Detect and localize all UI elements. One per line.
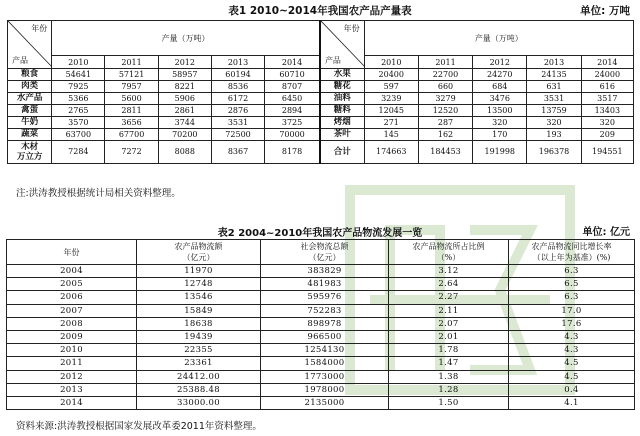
value-cell: 8178 (265, 141, 320, 164)
value-cell: 58957 (158, 69, 211, 81)
table1-row (8, 141, 634, 164)
table1-row (8, 129, 634, 141)
product-name-cell: 牛奶 (8, 117, 52, 129)
value-cell: 11970 (137, 265, 261, 278)
value-cell: 8536 (211, 81, 264, 93)
value-cell: 24000 (581, 69, 633, 81)
value-cell: 631 (527, 81, 581, 93)
table1-row (8, 117, 634, 129)
value-cell: 4.3 (509, 330, 635, 343)
table2-unit: 单位: 亿元 (582, 227, 630, 238)
value-cell: 966500 (261, 330, 389, 343)
value-cell: 2.11 (389, 304, 509, 317)
value-cell: 6.5 (509, 278, 635, 291)
value-cell: 24412.00 (137, 370, 261, 383)
value-cell: 12520 (418, 105, 472, 117)
year-header: 2011 (105, 56, 158, 69)
table2-note: 资料来源:洪涛教授根据国家发展改革委2011年资料整理。 (16, 421, 262, 432)
table2 (6, 239, 635, 410)
value-cell: 5906 (158, 93, 211, 105)
table1-right-corner-cell (320, 21, 364, 69)
corner-product-label: 产品 (12, 56, 28, 65)
value-cell: 1584000 (261, 357, 389, 370)
table2-row (7, 396, 635, 409)
value-cell: 1978000 (261, 383, 389, 396)
table1-unit: 单位: 万吨 (580, 5, 630, 17)
value-cell: 20400 (364, 69, 418, 81)
value-cell: 191998 (473, 141, 527, 164)
product-name-cell: 糖料 (320, 105, 364, 117)
value-cell: 72500 (211, 129, 264, 141)
value-cell: 12045 (364, 105, 418, 117)
year-cell: 2013 (7, 383, 137, 396)
table2-row (7, 291, 635, 304)
table1-title: 表1 2010~2014年我国农产品产量表 (228, 5, 412, 17)
product-name-cell: 水产品 (8, 93, 52, 105)
value-cell: 60710 (265, 69, 320, 81)
table2-row (7, 344, 635, 357)
product-name-cell: 烤烟 (320, 117, 364, 129)
value-cell: 3476 (473, 93, 527, 105)
product-name-cell: 水果 (320, 69, 364, 81)
product-name-cell: 合计 (320, 141, 364, 164)
value-cell: 7925 (52, 81, 105, 93)
year-header: 2011 (418, 56, 472, 69)
value-cell: 898978 (261, 317, 389, 330)
year-cell: 2007 (7, 304, 137, 317)
value-cell: 63700 (52, 129, 105, 141)
value-cell: 13759 (527, 105, 581, 117)
value-cell: 684 (473, 81, 527, 93)
year-header: 2014 (265, 56, 320, 69)
value-cell: 6.3 (509, 265, 635, 278)
value-cell: 1.38 (389, 370, 509, 383)
value-cell: 597 (364, 81, 418, 93)
value-cell: 481983 (261, 278, 389, 291)
value-cell: 2.07 (389, 317, 509, 330)
table1-row (8, 69, 634, 81)
year-header: 2014 (581, 56, 633, 69)
table2-row (7, 383, 635, 396)
column-header: 农产品物流额 （亿元） (137, 240, 261, 265)
value-cell: 383829 (261, 265, 389, 278)
value-cell: 2811 (105, 105, 158, 117)
value-cell: 4.3 (509, 344, 635, 357)
value-cell: 162 (418, 129, 472, 141)
column-header: 农产品物流所占比例 （%） (389, 240, 509, 265)
value-cell: 15849 (137, 304, 261, 317)
value-cell: 320 (527, 117, 581, 129)
value-cell: 17.0 (509, 304, 635, 317)
year-header: 2013 (211, 56, 264, 69)
value-cell: 5600 (105, 93, 158, 105)
value-cell: 7957 (105, 81, 158, 93)
value-cell: 6450 (265, 93, 320, 105)
value-cell: 70000 (265, 129, 320, 141)
value-cell: 2765 (52, 105, 105, 117)
value-cell: 1773000 (261, 370, 389, 383)
table1-left-corner-cell (8, 21, 52, 69)
value-cell: 5366 (52, 93, 105, 105)
value-cell: 2.01 (389, 330, 509, 343)
value-cell: 2.64 (389, 278, 509, 291)
value-cell: 57121 (105, 69, 158, 81)
value-cell: 287 (418, 117, 472, 129)
product-name-cell: 肉类 (8, 81, 52, 93)
value-cell: 13500 (473, 105, 527, 117)
value-cell: 2894 (265, 105, 320, 117)
value-cell: 7284 (52, 141, 105, 164)
value-cell: 194551 (581, 141, 633, 164)
product-name-cell: 茶叶 (320, 129, 364, 141)
value-cell: 1.50 (389, 396, 509, 409)
value-cell: 196378 (527, 141, 581, 164)
value-cell: 174663 (364, 141, 418, 164)
value-cell: 209 (581, 129, 633, 141)
value-cell: 23361 (137, 357, 261, 370)
value-cell: 1.47 (389, 357, 509, 370)
corner-product-label: 产品 (324, 56, 341, 65)
value-cell: 54641 (52, 69, 105, 81)
table2-row (7, 265, 635, 278)
table1-row (8, 93, 634, 105)
product-name-cell: 木材 万立方 (8, 141, 52, 164)
value-cell: 1.28 (389, 383, 509, 396)
value-cell: 2.27 (389, 291, 509, 304)
value-cell: 3239 (364, 93, 418, 105)
year-cell: 2014 (7, 396, 137, 409)
value-cell: 4.5 (509, 357, 635, 370)
value-cell: 19439 (137, 330, 261, 343)
table1-row (8, 81, 634, 93)
year-header: 2013 (527, 56, 581, 69)
value-cell: 6.3 (509, 291, 635, 304)
value-cell: 4.5 (509, 370, 635, 383)
value-cell: 3531 (527, 93, 581, 105)
column-header: 年份 (7, 240, 137, 265)
value-cell: 8707 (265, 81, 320, 93)
product-name-cell: 糖花 (320, 81, 364, 93)
value-cell: 22355 (137, 344, 261, 357)
value-cell: 8221 (158, 81, 211, 93)
value-cell: 70200 (158, 129, 211, 141)
value-cell: 170 (473, 129, 527, 141)
value-cell: 24135 (527, 69, 581, 81)
year-header: 2012 (158, 56, 211, 69)
value-cell: 13546 (137, 291, 261, 304)
value-cell: 193 (527, 129, 581, 141)
corner-year-label: 年份 (343, 24, 360, 33)
value-cell: 320 (581, 117, 633, 129)
year-cell: 2009 (7, 330, 137, 343)
value-cell: 33000.00 (137, 396, 261, 409)
value-cell: 0.4 (509, 383, 635, 396)
year-cell: 2012 (7, 370, 137, 383)
value-cell: 8088 (158, 141, 211, 164)
value-cell: 3656 (105, 117, 158, 129)
value-cell: 6172 (211, 93, 264, 105)
value-cell: 2861 (158, 105, 211, 117)
table2-row (7, 370, 635, 383)
value-cell: 595976 (261, 291, 389, 304)
value-cell: 24270 (473, 69, 527, 81)
value-cell: 67700 (105, 129, 158, 141)
value-cell: 184453 (418, 141, 472, 164)
value-cell: 1.78 (389, 344, 509, 357)
table1-row (8, 105, 634, 117)
year-cell: 2004 (7, 265, 137, 278)
year-header: 2010 (364, 56, 418, 69)
column-header: 农产品物流同比增长率 （以上年为基准）(%) (509, 240, 635, 265)
value-cell: 3517 (581, 93, 633, 105)
value-cell: 8367 (211, 141, 264, 164)
product-name-cell: 油料 (320, 93, 364, 105)
value-cell: 320 (473, 117, 527, 129)
table1-note: 注:洪涛教授根据统计局相关资料整理。 (16, 188, 181, 199)
value-cell: 12748 (137, 278, 261, 291)
product-name-cell: 蔬菜 (8, 129, 52, 141)
value-cell: 7272 (105, 141, 158, 164)
year-cell: 2011 (7, 357, 137, 370)
value-cell: 3725 (265, 117, 320, 129)
table1-left-group-header: 产量（万吨） (52, 21, 320, 56)
value-cell: 271 (364, 117, 418, 129)
value-cell: 3570 (52, 117, 105, 129)
product-name-cell: 禽蛋 (8, 105, 52, 117)
year-cell: 2006 (7, 291, 137, 304)
year-cell: 2008 (7, 317, 137, 330)
table2-title: 表2 2004~2010年我国农产品物流发展一览 (217, 228, 423, 239)
table2-row (7, 304, 635, 317)
product-name-cell: 粮食 (8, 69, 52, 81)
value-cell: 3279 (418, 93, 472, 105)
value-cell: 145 (364, 129, 418, 141)
year-cell: 2010 (7, 344, 137, 357)
value-cell: 2135000 (261, 396, 389, 409)
value-cell: 1254130 (261, 344, 389, 357)
value-cell: 752283 (261, 304, 389, 317)
value-cell: 60194 (211, 69, 264, 81)
value-cell: 2876 (211, 105, 264, 117)
value-cell: 22700 (418, 69, 472, 81)
value-cell: 3.12 (389, 265, 509, 278)
column-header: 社会物流总额 （亿元） (261, 240, 389, 265)
year-header: 2010 (52, 56, 105, 69)
table2-row (7, 330, 635, 343)
value-cell: 616 (581, 81, 633, 93)
year-header: 2012 (473, 56, 527, 69)
table2-row (7, 357, 635, 370)
value-cell: 25388.48 (137, 383, 261, 396)
table2-row (7, 278, 635, 291)
value-cell: 4.1 (509, 396, 635, 409)
value-cell: 3744 (158, 117, 211, 129)
value-cell: 17.6 (509, 317, 635, 330)
corner-year-label: 年份 (31, 24, 48, 33)
table2-row (7, 317, 635, 330)
value-cell: 3531 (211, 117, 264, 129)
year-cell: 2005 (7, 278, 137, 291)
value-cell: 13403 (581, 105, 633, 117)
table1 (7, 20, 634, 164)
value-cell: 660 (418, 81, 472, 93)
table1-right-group-header: 产量（万吨） (364, 21, 633, 56)
value-cell: 18638 (137, 317, 261, 330)
